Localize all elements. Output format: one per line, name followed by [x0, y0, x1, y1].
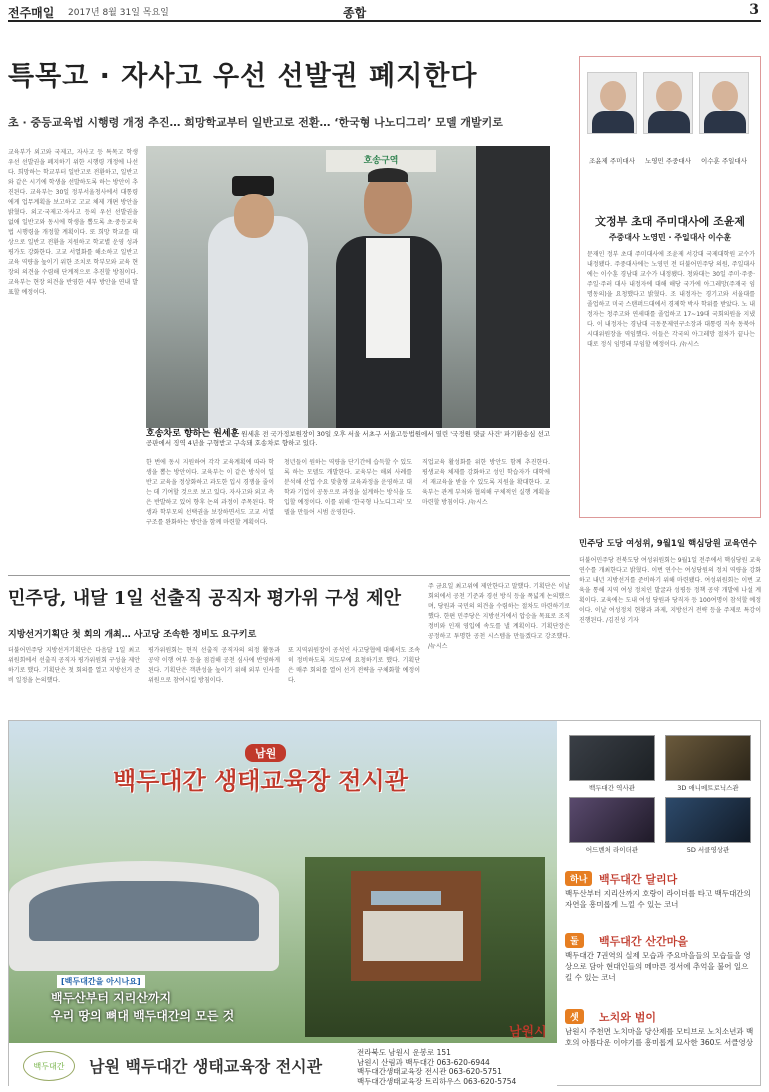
feature-title: 백두대간 달리다	[599, 873, 678, 886]
official-shirt	[366, 238, 410, 358]
ad-banner-tag: [백두대간을 아시나요]	[57, 975, 145, 988]
address-line: 전라북도 남원시 운봉로 151	[357, 1048, 451, 1057]
ad-thumbnail	[665, 735, 751, 781]
official-face	[364, 174, 412, 234]
lead-byline: /뉴시스	[468, 499, 488, 506]
section-name: 종합	[343, 6, 367, 20]
sidebar-byline: /뉴시스	[679, 341, 700, 348]
page-number: 3	[749, 2, 759, 18]
thumbnail-caption: 백두대간 역사관	[588, 784, 636, 792]
address-line: 남원시 산림과 백두대간 063-620-6944	[357, 1057, 490, 1067]
advertisement	[8, 720, 761, 1086]
ad-feature	[565, 1009, 762, 1079]
guard-cap-icon	[232, 176, 274, 196]
ad-banner	[17, 973, 287, 1027]
feature-title: 노치와 범이	[599, 1011, 656, 1024]
photo-sign: 호송구역	[326, 150, 436, 172]
portrait-name: 이수훈 주일대사	[700, 157, 748, 165]
guard-face	[234, 194, 274, 238]
lead-photo-caption	[146, 430, 550, 448]
feature-text: 백두대간 7권역의 실제 모습과 주요마을들의 모습들을 영상으로 담아 현대인들의 메마른 정서에 추억을 불어 일으킬 수 있는 코너	[565, 951, 751, 982]
ad-feature-panel	[565, 721, 762, 1087]
ad-address	[357, 1048, 516, 1086]
thumbnail-caption: 3D 애니메트로닉스관	[677, 784, 739, 792]
brief-body: 더불어민주당 전북도당 여성위원회는 9월1일 전주에서 핵심당원 교육연수를 개최한다고 밝혔다. 이번 연수는 여성당원의 정치 역량을 강화하고 내년 지방선거를 준비하기 위해 마련됐다. 여성위원회는 이번 교육을 통해 지역 여성 정치인 발굴과 성평등 정책 공약 개발에 나설 계획이다. 교육에는 도내 여성 당원과 당직자 등 100여명이 참석할 예정이다. 이날 여성정치 현황과 과제, 지방선거 전략 등을 주제로 특강이 진행된다. /김진성 기자	[579, 557, 761, 624]
sidebar-title: 文정부 초대 주미대사에 조윤제	[595, 215, 745, 228]
ad-thumbnail	[665, 797, 751, 843]
second-body-column-4: 주 금요일 최고위에 제안한다고 말했다. 기획단은 이날 회의에서 공천 기준과 경선 방식 등을 폭넓게 논의했으며, 당원과 국민의 의견을 수렴하는 절차도 마련하기로 했다. 한편 민주당은 지방선거에서 압승을 목표로 조직 정비와 인재 영입에 속도를 낼 계획이다. 기획단장은 공정하고 투명한 공천 시스템을 만들겠다고 강조했다. /뉴시스	[428, 583, 570, 650]
ad-footer-name: 남원 백두대간 생태교육장 전시관	[89, 1057, 323, 1076]
ad-banner-line2: 우리 땅의 뼈대 백두대간의 모든 것	[51, 1009, 235, 1023]
lead-body-column-2: 한 번에 동시 지원하여 각각 교육계획에 따라 학생을 뽑는 방안이다. 교육부는 이 같은 방식이 일반고 교육을 정상화하고 과도한 입시 경쟁을 줄이는 데 기여할 것으로 보고 있다. 자사고와 외고 측은 반발하고 있어 향후 논의 과정이 주목된다. 학생과 학부모의 선택권을 보장하면서도 고교 서열 구조를 완화하는 방안을 함께 마련할 계획이다.	[146, 459, 274, 526]
lead-body-column-3: 청년들이 원하는 역량을 단기간에 습득할 수 있도록 하는 모델도 개발한다. 교육부는 해외 사례를 분석해 산업 수요 맞춤형 교육과정을 운영하고 대학과 기업이 공동으로 과정을 설계하는 방식을 도입할 예정이다. 이를 위해 ‘한국형 나노디그리’ 모델을 만들어 시범 운영한다.	[284, 459, 412, 516]
official-hair	[368, 168, 408, 182]
lead-photo	[146, 146, 550, 428]
namwon-city-logo: 남원시	[509, 1025, 547, 1040]
caption-text: 원세훈 전 국가정보원장이 30일 오후 서울 서초구 서울고등법원에서 열린 '국정원 댓글 사건' 파기환송심 선고 공판에서 징역 4년을 구형받고 구속돼 호송차로 향하고 있다.	[146, 430, 550, 447]
portrait-photo	[643, 72, 693, 134]
feature-text: 백두산부터 지리산까지 호랑이 라이더를 타고 백두대간의 자연을 흥미롭게 느낄 수 있는 코너	[565, 889, 751, 909]
guard-figure	[208, 216, 308, 428]
second-body-column-1: 더불어민주당 지방선거기획단은 다음달 1일 최고위원회에서 선출직 공직자 평가위원회 구성을 제안하기로 했다. 기획단은 첫 회의를 열고 지방선거 준비 일정을 논의했다.	[8, 647, 140, 684]
issue-date: 2017년 8월 31일 목요일	[68, 8, 169, 18]
lead-headline: 특목고 · 자사고 우선 선발권 폐지한다	[8, 61, 478, 92]
feature-text: 남원시 주천면 노치마을 당산제를 모티브로 노치소년과 백호의 아름다운 이야기를 흥미롭게 묘사한 360도 서클영상	[565, 1027, 754, 1047]
ad-feature	[565, 933, 762, 999]
second-body-column-2: 평가위원회는 현직 선출직 공직자의 의정 활동과 공약 이행 여부 등을 점검해 공천 심사에 반영하게 된다. 기획단은 객관성을 높이기 위해 외부 인사를 위원으로 참여시킬 방침이다.	[148, 647, 280, 684]
section-divider	[8, 575, 570, 576]
feature-number: 셋	[565, 1009, 584, 1024]
thumbnail-caption: 어드벤처 라이더관	[585, 846, 639, 854]
ad-title: 백두대간 생태교육장 전시관	[113, 767, 408, 795]
second-body-column-3: 또 지역위원장이 공석인 사고당협에 대해서도 조속히 정비하도록 지도부에 요청하기로 했다. 기획단은 매주 회의를 열어 선거 전략을 구체화할 예정이다.	[288, 647, 420, 684]
second-headline: 민주당, 내달 1일 선출직 공직자 평가위 구성 제안	[8, 588, 402, 609]
treehouse	[351, 871, 481, 981]
ad-hero-image	[9, 721, 557, 1043]
caption-title: 호송차로 향하는 원세훈	[146, 429, 240, 439]
portrait-photo	[587, 72, 637, 134]
ad-thumbnail	[569, 735, 655, 781]
portrait-name: 노영민 주중대사	[644, 157, 692, 165]
sidebar-subtitle: 주중대사 노영민 · 주일대사 이수훈	[608, 233, 732, 242]
portrait-name: 조윤제 주미대사	[588, 157, 636, 165]
address-line: 백두대간생태교육장 트리하우스 063-620-5754	[357, 1076, 517, 1086]
lead-body-column-1: 교육부가 외고와 국제고, 자사고 등 특목고 학생 우선 선발권을 폐지하기 위한 시행령 개정에 나선다. 희망하는 학교부터 일반고로 전환하고, 일반고와 같은 시기에 학생을 선발하도록 하는 방안이 추진된다. 교육부는 30일 정부서울청사에서 대통령에게 업무계획을 보고하고 고교 체제 개편 방안을 밝혔다. 외고·국제고·자사고 등의 우선 선발권을 없애 일반고와 동시에 학생을 뽑도록 초·중등교육법 시행령을 개정할 계획이다. 또 희망 학교를 대상으로 일반고 전환을 지원하고 학교별 운영 성과 평가도 강화한다. 고교 서열화를 해소하고 일반고 교육 역량을 높이기 위한 조치로 학부모와 교육 현장의 의견을 수렴해 단계적으로 추진할 방침이다. 교육부는 현장 의견을 반영한 세부 방안을 연내 발표할 예정이다.	[8, 149, 138, 296]
ad-badge: 남원	[245, 744, 286, 762]
building-roof	[29, 881, 259, 941]
brief-headline: 민주당 도당 여성위, 9월1일 핵심당원 교육연수	[579, 539, 757, 549]
masthead	[8, 2, 761, 22]
second-subheadline: 지방선거기획단 첫 회의 개최… 사고당 조속한 정비도 요구키로	[8, 630, 257, 640]
brief-byline: /김진성 기자	[606, 617, 639, 624]
thumbnail-caption: 5D 서클영상관	[686, 846, 730, 854]
feature-title: 백두대간 산간마을	[599, 935, 688, 948]
baekdu-logo: 백두대간	[23, 1051, 75, 1081]
address-line: 백두대간생태교육장 전시관 063-620-5751	[357, 1067, 502, 1076]
ad-banner-line1: 백두산부터 지리산까지	[51, 991, 172, 1005]
lead-subheadline: 초 · 중등교육법 시행령 개정 추진… 희망학교부터 일반고로 전환… ‘한국형 나노디그리’ 모델 개발키로	[8, 116, 503, 129]
background-figure	[476, 146, 550, 428]
sidebar-body: 문재인 정부 초대 주미대사에 조윤제 서강대 국제대학원 교수가 내정됐다. 주중대사에는 노영민 전 더불어민주당 의원, 주일대사에는 이수훈 경남대 교수가 내정됐다. 청와대는 30일 주미·주중·주일·주러 대사 내정자에 대해 해당 국가에 아그레망(주재국 임명동의)을 요청했다고 밝혔다. 조 내정자는 경기고와 서울대를 졸업하고 미국 스탠퍼드대에서 경제학 박사 학위를 받았다. 노 내정자는 청주고와 연세대를 졸업하고 17~19대 국회의원을 지냈다. 이 내정자는 경남대 극동문제연구소장과 대통령 직속 동북아시대위원장을 역임했다. 이들은 각국의 아그레망 절차가 끝나는 대로 정식 임명돼 부임할 예정이다. /뉴시스	[587, 251, 755, 348]
portrait-photo	[699, 72, 749, 134]
ad-feature	[565, 871, 762, 927]
feature-number: 하나	[565, 871, 592, 886]
second-byline: /뉴시스	[428, 643, 448, 650]
ad-thumbnail	[569, 797, 655, 843]
feature-number: 둘	[565, 933, 584, 948]
newspaper-brand: 전주매일	[8, 6, 55, 20]
lead-body-column-4: 직업교육 활성화를 위한 방안도 함께 추진한다. 평생교육 체제를 강화하고 성인 학습자가 대학에서 재교육을 받을 수 있도록 지원을 확대한다. 교육부는 관계 부처와 협의해 구체적인 실행 계획을 마련할 방침이다. /뉴시스	[422, 459, 550, 506]
